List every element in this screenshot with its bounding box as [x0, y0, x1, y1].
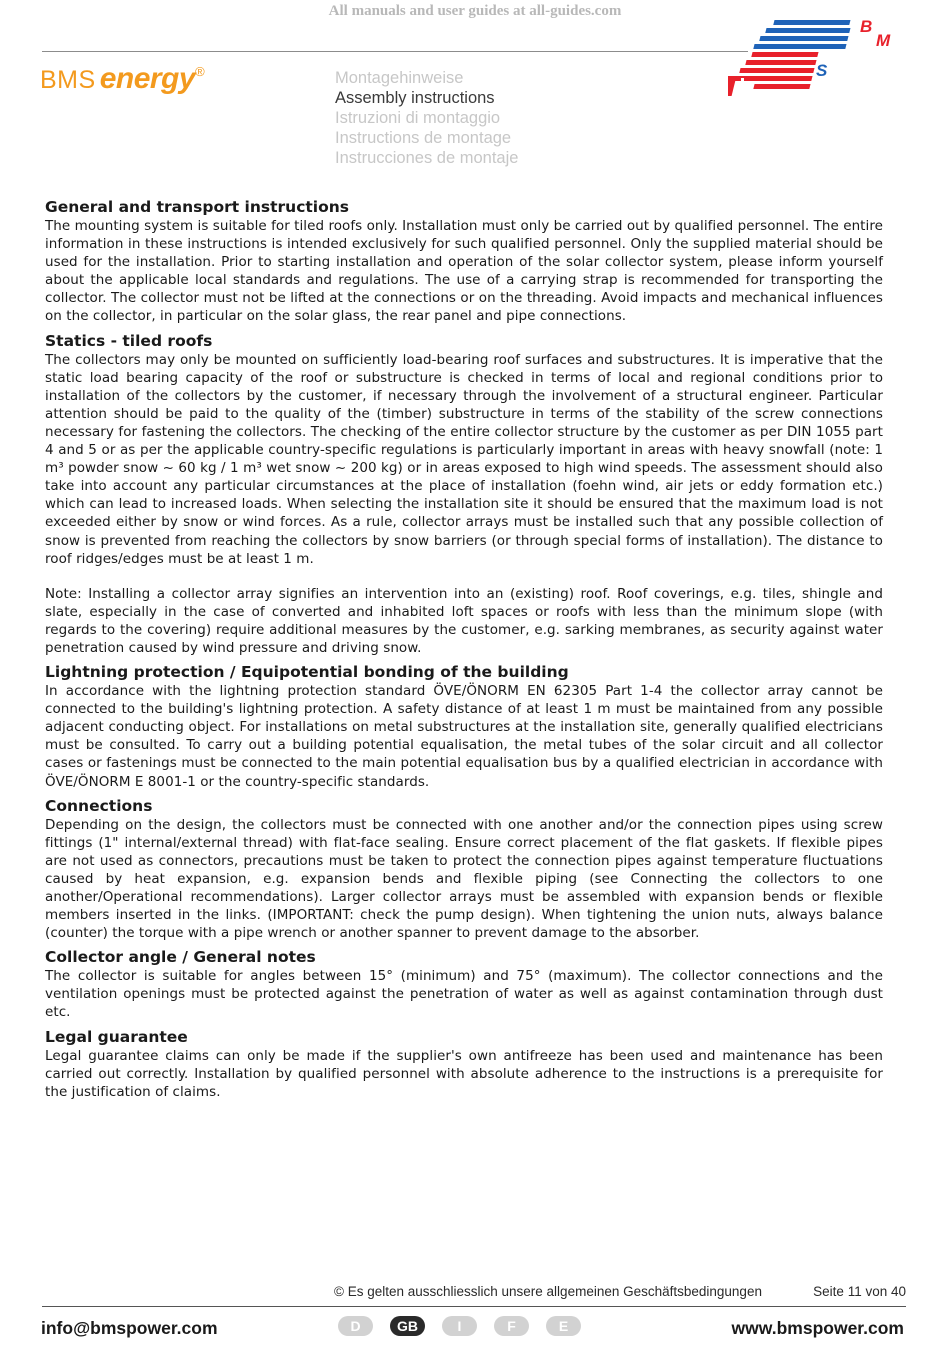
- logo-letter-b: B: [860, 17, 873, 36]
- bsm-logo-icon: [728, 14, 904, 100]
- language-title-0: Montagehinweise: [335, 69, 464, 87]
- section-paragraph: The mounting system is suitable for tiled roofs only. Installation must only be carried out by qualified personnel. The entire information in these instructions is intended exclusively for such qualified personnel. Only the supplied material should be used for the installation. Prior to starting installation and operation of the solar collector system, please inform yourself about the applicable local standards and regulations. The use of a carrying strap is recommended for transporting the collector. The collector must not be lifted at the connections or on the threading. Avoid impacts and mechanical influences on the collector, in particular on the solar glass, the rear panel and pipe connections.: [45, 218, 883, 325]
- language-title-4: Instrucciones de montaje: [335, 149, 519, 167]
- section: [45, 332, 883, 658]
- brand-name-part1: BMS: [40, 66, 96, 94]
- language-d-button[interactable]: D: [338, 1316, 373, 1336]
- website-link[interactable]: www.bmspower.com: [731, 1318, 904, 1338]
- section: [45, 663, 883, 791]
- language-titles: [335, 68, 518, 168]
- section-heading: Lightning protection / Equipotential bonding of the building: [45, 663, 569, 682]
- section-paragraph: In accordance with the lightning protection standard ÖVE/ÖNORM EN 62305 Part 1-4 the collector array cannot be connected to the building's lightning protection. A safety distance of at least 1 m must be maintained from any possible adjacent conducting object. For installations on metal substructures at the installation site, generally qualified electricians must be consulted. To carry out a building potential equalisation, the metal tubes of the solar circuit and all collector cases or fastenings must be connected to the main potential equalisation bus by a qualified electrician in accordance with ÖVE/ÖNORM E 8001-1 or the country-specific standards.: [45, 683, 883, 790]
- language-title-1: Assembly instructions: [335, 89, 495, 107]
- page-number: Seite 11 von 40: [813, 1284, 906, 1299]
- logo-letter-s: S: [816, 61, 828, 80]
- section-paragraph: Note: Installing a collector array signifies an intervention into an (existing) roof. Roof coverings, e.g. tiles, shingle and slate, especially in the case of converted and inhabited loft spaces or roofs with less than the minimum slope (with regards to the covering) require additional measures by the customer, e.g. sarking membranes, as security against water penetration caused by wind pressure and driving snow.: [45, 585, 883, 656]
- section: [45, 797, 883, 943]
- section-heading: Connections: [45, 796, 153, 815]
- section: [45, 1028, 883, 1101]
- language-title-2: Istruzioni di montaggio: [335, 109, 501, 127]
- section-heading: General and transport instructions: [45, 198, 350, 216]
- language-f-button[interactable]: F: [494, 1316, 529, 1336]
- section-heading: Statics - tiled roofs: [45, 331, 213, 350]
- section-paragraph: The collector is suitable for angles between 15° (minimum) and 75° (maximum). The collector connections and the ventilation openings must be protected against the penetration of water as well as against contamination through dust etc.: [45, 968, 883, 1021]
- section-heading: Collector angle / General notes: [45, 948, 316, 967]
- watermark: All manuals and user guides at all-guides.com: [328, 3, 622, 19]
- footer-info: [334, 1284, 906, 1299]
- section: [45, 198, 883, 326]
- language-title-3: Instructions de montage: [335, 129, 512, 147]
- section: [45, 948, 883, 1021]
- section-paragraph: Legal guarantee claims can only be made if the supplier's own antifreeze has been used and maintenance has been carried out correctly. Installation by qualified personnel with absolute adherence to the instructions is a prerequisite for the justification of claims.: [45, 1047, 883, 1100]
- registered-mark: ®: [195, 64, 205, 79]
- email-link[interactable]: info@bmspower.com: [41, 1318, 218, 1338]
- header-divider: [42, 51, 748, 52]
- language-i-button[interactable]: I: [442, 1316, 477, 1336]
- language-e-button[interactable]: E: [546, 1316, 581, 1336]
- footer-divider: [42, 1306, 906, 1307]
- language-selector: [338, 1316, 581, 1336]
- language-gb-button[interactable]: GB: [390, 1316, 425, 1336]
- section-paragraph: Depending on the design, the collectors must be connected with one another and/or the connection pipes using screw fittings (1" internal/external thread) with flat-face sealing. Ensure correct placement of the flat gaskets. If flexible pipes are not used as connectors, precautions must be taken to protect the connection pipes against temperature fluctuations caused by heat expansion, e.g. expansion bends and flexible piping (see Connecting the collectors to one another/Operational recommendations). Larger collector arrays must be assembled with expansion bends or flexible members inserted in the links. (IMPORTANT: check the pump design). When tightening the union nuts, always balance (counter) the torque with a pipe wrench or another spanner to prevent damage to the absorber.: [45, 816, 883, 942]
- brand-name-part2: energy: [99, 62, 196, 95]
- bms-energy-logo: [40, 62, 205, 96]
- section-heading: Legal guarantee: [45, 1027, 188, 1046]
- section-paragraph: The collectors may only be mounted on sufficiently load-bearing roof surfaces and substructures. It is imperative that the static load bearing capacity of the roof or substructure is checked in terms of local and regional conditions prior to installation of the collectors by the customer, if necessary through the involvement of a structural engineer. Particular attention should be paid to the quality of the (timber) substructure in terms of the stability of the screw connections necessary for fastening the collectors. The checking of the entire collector structure by the customer as per DIN 1055 part 4 and 5 or as per the applicable country-specific regulations is particularly important in areas with heavy snowfall (note: 1 m³ powder snow ~ 60 kg / 1 m³ wet snow ~ 200 kg) or in areas exposed to high wind speeds. The assessment should also take into account any particular circumstances at the place of installation (foehn wind, air jets or eddy formation etc.) which can lead to increased loads. When selecting the installation site it should be ensured that the maximum load is not exceeded either by snow or wind forces. As a rule, collector arrays must be installed such that any possible collection of snow is prevented from reaching the collectors by snow barriers (or through special forms of installation). The distance to roof ridges/edges must be at least 1 m.: [45, 351, 883, 567]
- logo-letter-m: M: [876, 31, 891, 50]
- terms-notice: © Es gelten ausschliesslich unsere allgemeinen Geschäftsbedingungen: [334, 1284, 762, 1299]
- document-body: [45, 198, 883, 1107]
